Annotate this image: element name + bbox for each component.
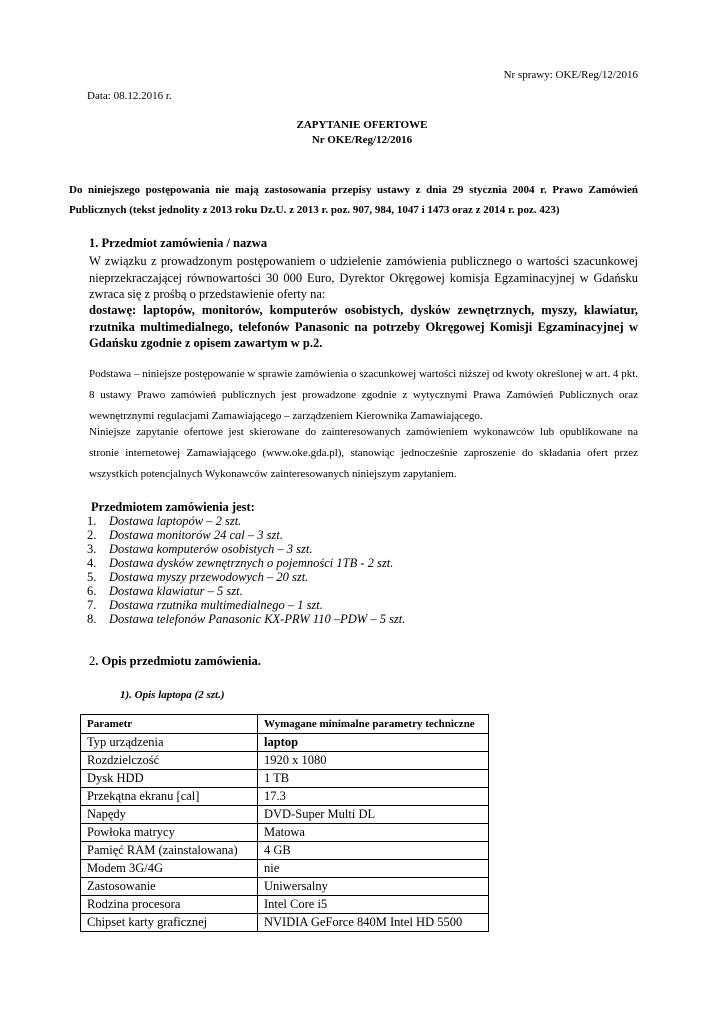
list-item: 4. Dostawa dysków zewnętrznych o pojemności 1TB - 2 szt.	[87, 556, 394, 570]
section1-heading: 1. Przedmiot zamówienia / nazwa	[89, 236, 268, 250]
table-row: Modem 3G/4G nie	[81, 860, 489, 878]
document-number: Nr OKE/Reg/12/2016	[311, 134, 413, 146]
table-row: Dysk HDD 1 TB	[81, 770, 489, 788]
items-heading: Przedmiotem zamówienia jest:	[91, 500, 255, 514]
document-title: ZAPYTANIE OFERTOWE	[296, 119, 428, 131]
list-item: 7. Dostawa rzutnika multimedialnego – 1 szt.	[87, 598, 323, 612]
legal-note: Do niniejszego postępowania nie mają zastosowania przepisy ustawy z dnia 29 stycznia 2004 r. Prawo Zamówień Publicznych (tekst jednolity z 2013 roku Dz.U. z 2013 r. poz. 907, 984, 1047 i 1473 oraz z 2014 r. poz. 423)	[69, 184, 638, 216]
list-item: 2. Dostawa monitorów 24 cal – 3 szt.	[87, 528, 283, 542]
table-row: Przekątna ekranu [cal] 17.3	[81, 788, 489, 806]
table-row: Rozdzielczość 1920 x 1080	[81, 752, 489, 770]
section2-heading: 2. Opis przedmiotu zamówienia.	[89, 654, 261, 668]
table-row: Zastosowanie Uniwersalny	[81, 878, 489, 896]
table-header-row	[81, 715, 489, 734]
list-item: 1. Dostawa laptopów – 2 szt.	[87, 514, 242, 528]
table-header-value: Wymagane minimalne parametry techniczne	[258, 715, 489, 734]
section1-subject: dostawę: laptopów, monitorów, komputerów osobistych, dysków zewnętrznych, myszy, klawiatur, rzutnika multimedialnego, telefonów Panasonic na potrzeby Okręgowej Komisji Egzaminacyjnej w Gdańsku zgodnie z opisem zawartym w p.2.	[89, 303, 638, 350]
section2-subheading: 1). Opis laptopa (2 szt.)	[120, 689, 225, 701]
list-item: 6. Dostawa klawiatur – 5 szt.	[87, 584, 243, 598]
section1-basis: Podstawa – niniejsze postępowanie w sprawie zamówienia o szacunkowej wartości niższej od kwoty określonej w art. 4 pkt. 8 ustawy Prawo zamówień publicznych jest prowadzone zgodnie z wytycznymi Prawa Zamówień Publicznych oraz wewnętrznymi regulacjami Zamawiającego – zarządzeniem Kierownika Zamawiającego.	[89, 368, 638, 422]
section1-intro: W związku z prowadzonym postępowaniem o udzielenie zamówienia publicznego o wartości szacunkowej nieprzekraczającej równowartości 30 000 Euro, Dyrektor Okręgowej komisja Egzaminacyjnej w Gdańsku zwraca się z prośbą o przedstawienie oferty na:	[89, 254, 638, 301]
list-item: 8. Dostawa telefonów Panasonic KX-PRW 110 –PDW – 5 szt.	[87, 612, 406, 626]
table-row: Powłoka matrycy Matowa	[81, 824, 489, 842]
table-header-param: Parametr	[81, 715, 258, 734]
list-item: 5. Dostawa myszy przewodowych – 20 szt.	[87, 570, 309, 584]
items-list	[87, 514, 607, 626]
table-row: Napędy DVD-Super Multi DL	[81, 806, 489, 824]
table-row: Typ urządzenia laptop	[81, 734, 489, 752]
table-row: Pamięć RAM (zainstalowana) 4 GB	[81, 842, 489, 860]
case-number: Nr sprawy: OKE/Reg/12/2016	[503, 69, 638, 81]
table-row: Chipset karty graficznej NVIDIA GeForce 840M Intel HD 5500	[81, 914, 489, 932]
list-item: 3. Dostawa komputerów osobistych – 3 szt.	[87, 542, 313, 556]
section1-addressed: Niniejsze zapytanie ofertowe jest skierowane do zainteresowanych zamówieniem wykonawców lub opublikowane na stronie internetowej Zamawiającego (www.oke.gda.pl), stanowiąc jednocześnie zaproszenie do składania ofert przez wszystkich potencjalnych Wykonawców zainteresowanych niniejszym zapytaniem.	[89, 426, 638, 480]
document-date: Data: 08.12.2016 r.	[87, 90, 172, 102]
laptop-spec-table	[80, 714, 489, 932]
table-row: Rodzina procesora Intel Core i5	[81, 896, 489, 914]
